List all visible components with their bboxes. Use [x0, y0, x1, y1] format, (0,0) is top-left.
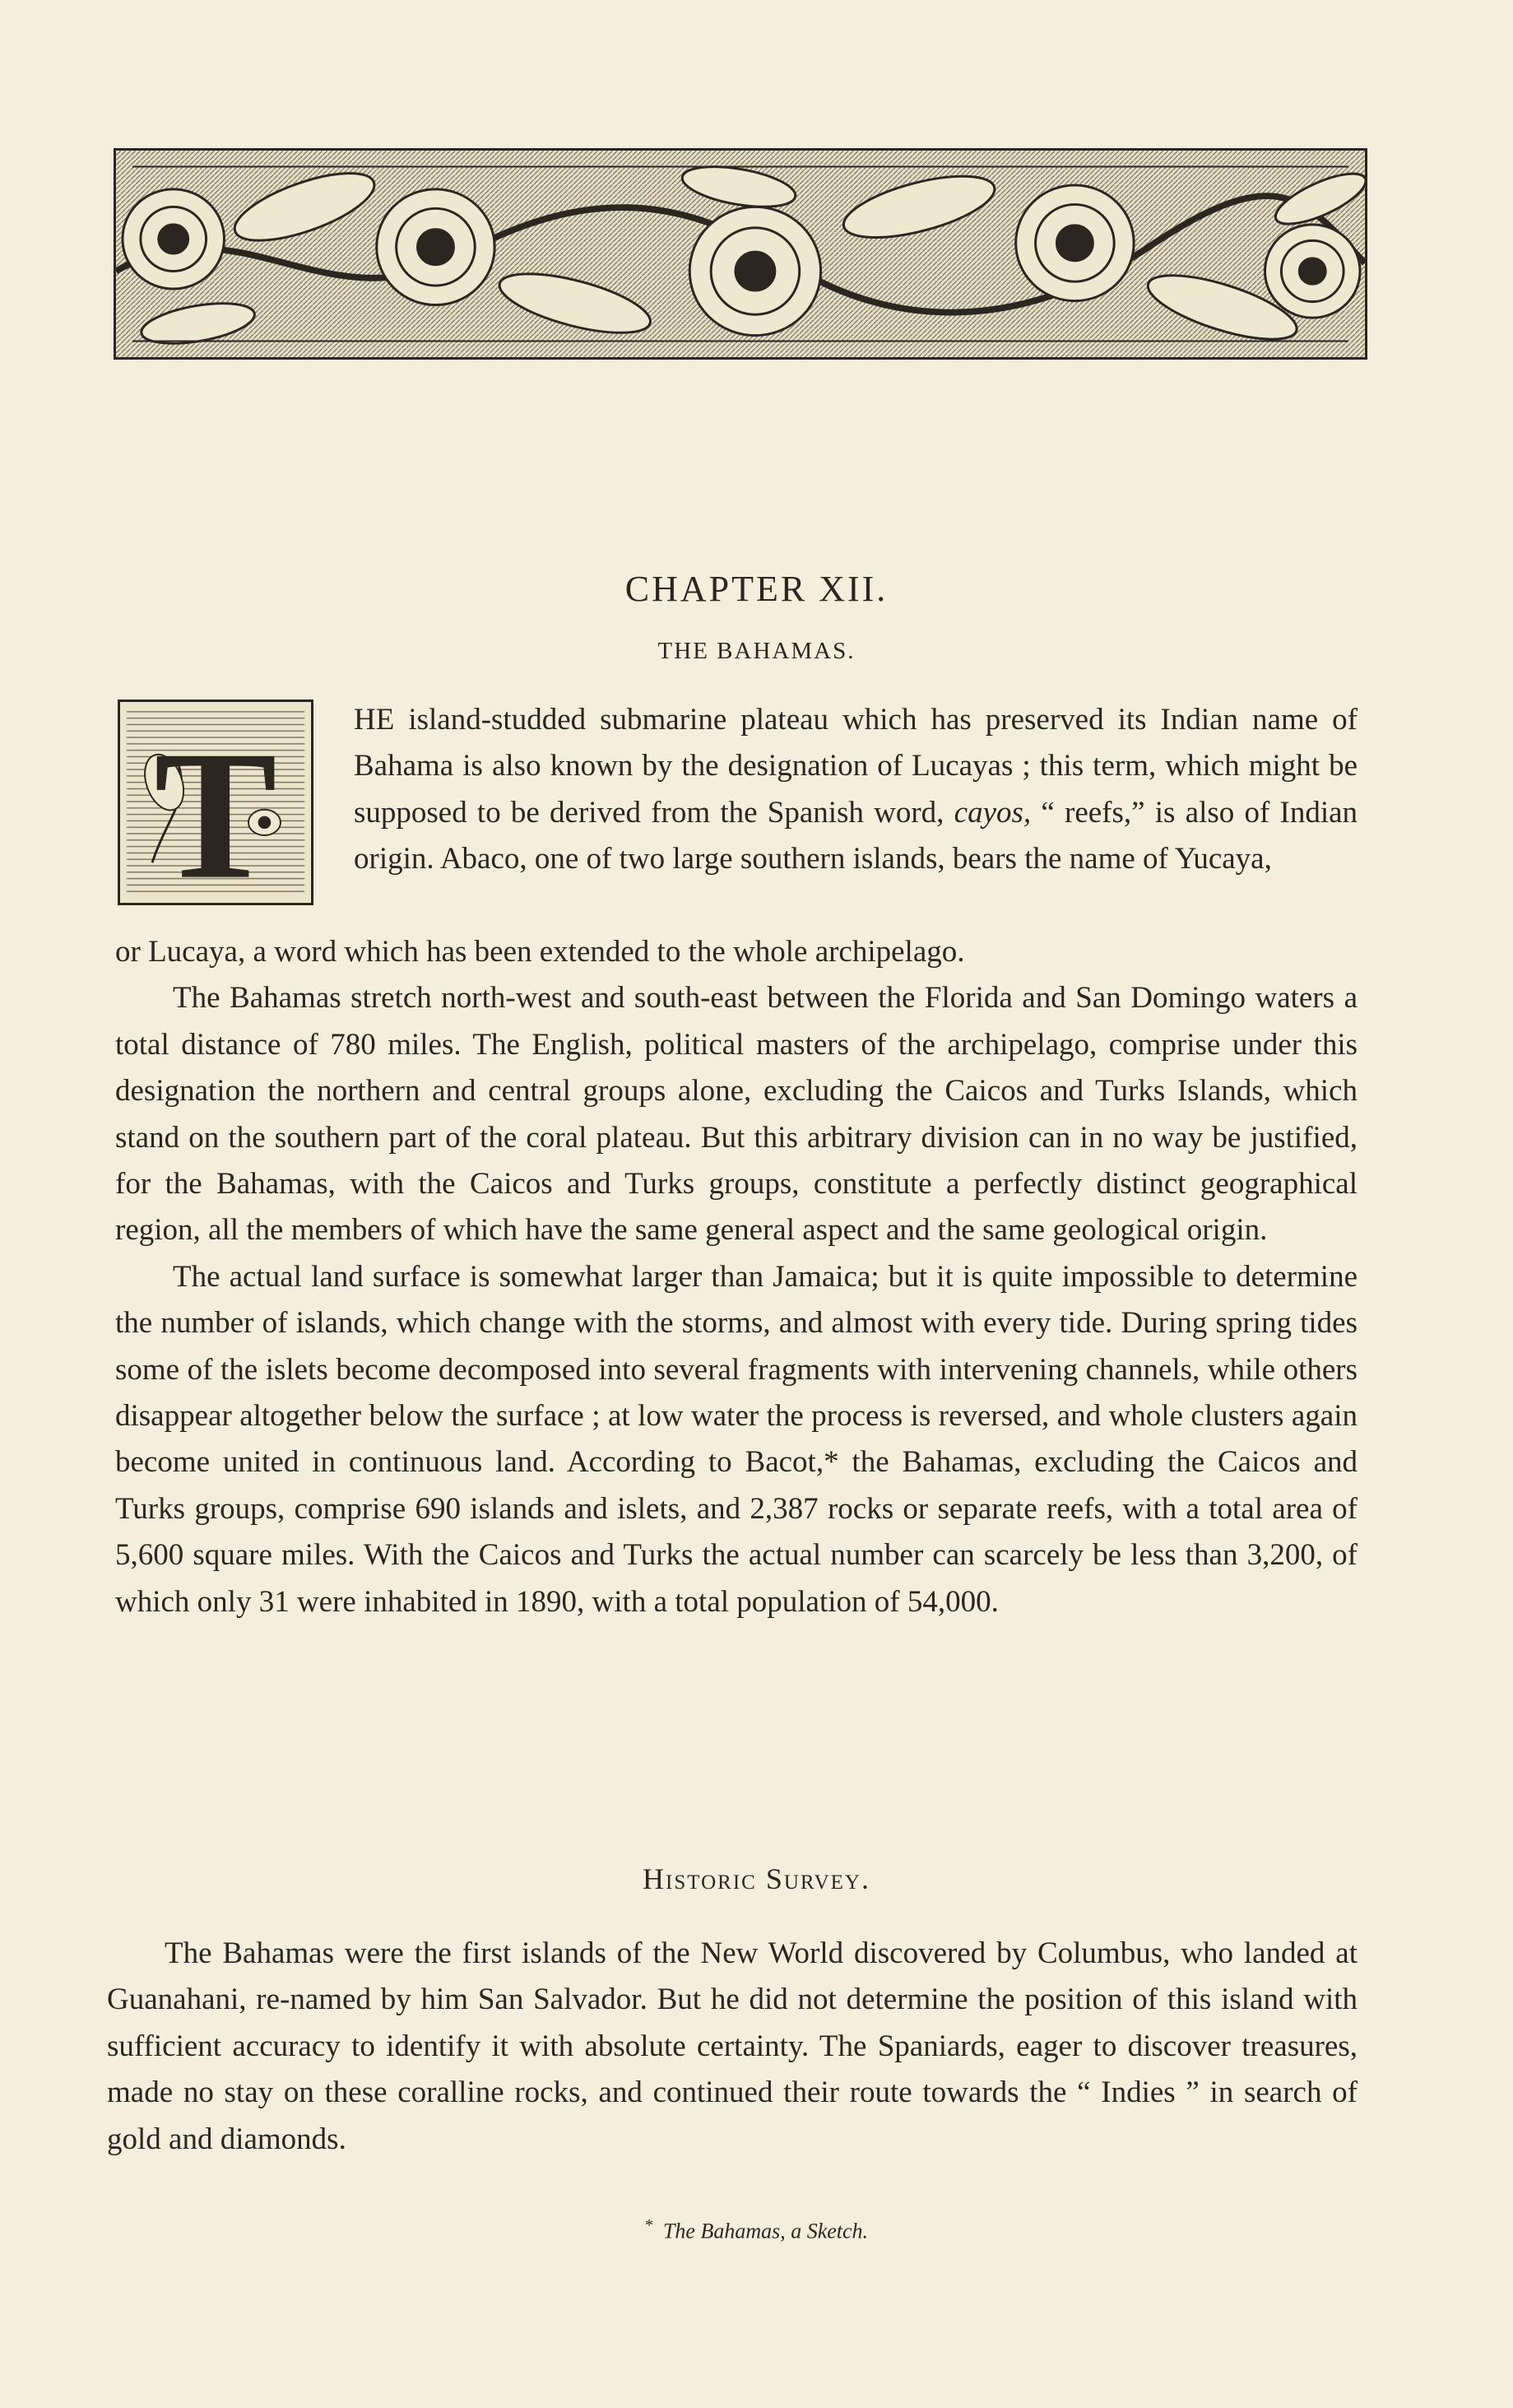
paragraph: The Bahamas stretch north-west and south-east between the Florida and San Domingo waters a total distance of 780 miles. The English, political masters of the archipelago, comprise under this designation the northern and central groups alone, excluding the Caicos and Turks Islands, which stand on the southern part of the coral plateau. But this arbitrary division can in no way be justified, for the Bahamas, with the Caicos and Turks groups, constitute a perfectly distinct geographical region, all the members of which have the same general aspect and the same geological origin. [115, 981, 1358, 1248]
rose-vine-icon [116, 151, 1365, 357]
paragraph: The Bahamas were the first islands of the New World discovered by Columbus, who landed at Guanahani, re-named by him San Salvador. But he did not determine the position of this island with sufficient accuracy to identify it with absolute certainty. The Spaniards, eager to discover treasures, made no stay on these coralline rocks, and continued their route towards the “ Indies ” in search of gold and diamonds. [107, 1936, 1358, 2156]
section-heading: Historic Survey. [643, 1862, 870, 1895]
drop-cap-letter-icon [120, 702, 311, 903]
floral-headpiece-ornament [114, 148, 1367, 360]
drop-cap-letter: T [154, 713, 277, 903]
opening-text-cont: “ reefs,” is also of Indian origin. Abaco, one of two large southern islands, bears the name of Yucaya, [354, 795, 1358, 876]
opening-text: HE island-studded submarine plateau which has preserved its Indian name of Bahama is also known by the designation of Lucayas ; this term, which might be supposed to be derived from the Spanish word, [354, 703, 1358, 830]
opening-lines [354, 697, 1358, 883]
paragraph: The actual land surface is somewhat larger than Jamaica; but it is quite impossible to determine the number of islands, which change with the storms, and almost with every tide. During spring tides some of the islets become decomposed into several fragments with intervening channels, while others disappear altogether below the surface ; at low water the process is reversed, and whole clusters again become united in continuous land. According to Bacot,* the Bahamas, excluding the Caicos and Turks groups, comprise 690 islands and islets, and 2,387 rocks or separate reefs, with a total area of 5,600 square miles. With the Caicos and Turks the actual number can scarcely be less than 3,200, of which only 31 were inhabited in 1890, with a total population of 54,000. [115, 1259, 1358, 1619]
footnote-text: The Bahamas, a Sketch. [662, 2219, 869, 2243]
chapter-title: CHAPTER XII. [624, 569, 889, 609]
footnote-mark: * [644, 2216, 653, 2234]
italic-word: cayos, [954, 795, 1032, 830]
historic-section-text [107, 1931, 1358, 2163]
opening-tail: or Lucaya, a word which has been extended to the whole archipelago. [115, 935, 965, 969]
body-text [115, 929, 1358, 1625]
chapter-subtitle: THE BAHAMAS. [657, 638, 856, 664]
ornamental-drop-cap [118, 700, 313, 905]
footnote [0, 2216, 1513, 2244]
